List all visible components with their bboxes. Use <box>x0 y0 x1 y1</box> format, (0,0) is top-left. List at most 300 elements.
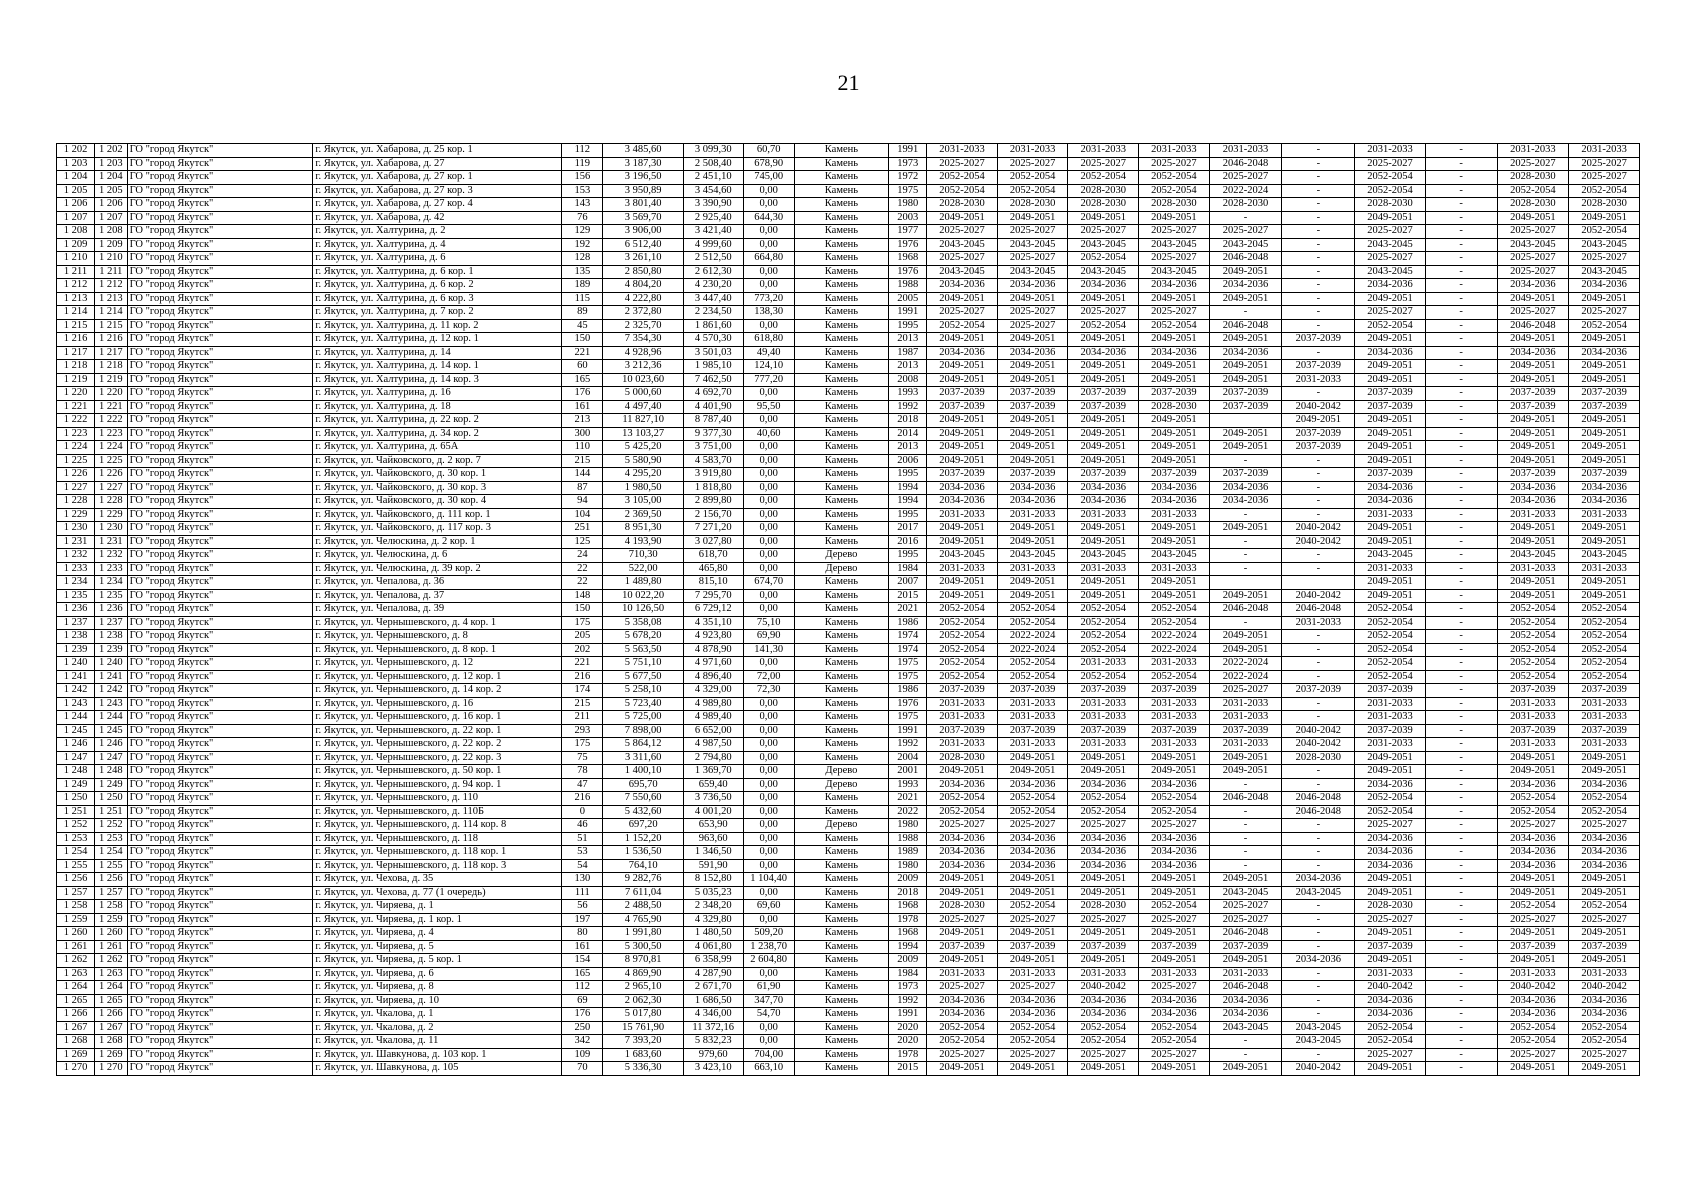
wall-material-cell: Камень <box>794 535 889 549</box>
term-6-cell: - <box>1282 643 1355 657</box>
house-number-cell: 1 202 <box>95 144 128 158</box>
non-living-area-cell: 0,00 <box>743 198 794 212</box>
non-living-area-cell: 0,00 <box>743 657 794 671</box>
term-6-cell: - <box>1282 468 1355 482</box>
build-year-cell: 2016 <box>889 535 927 549</box>
row-number-cell: 1 203 <box>57 157 95 171</box>
term-3-cell: 2037-2039 <box>1068 684 1139 698</box>
term-7-cell: 2052-2054 <box>1355 184 1426 198</box>
address-cell: г. Якутск, ул. Хабарова, д. 25 кор. 1 <box>313 144 562 158</box>
term-10-cell: 2049-2051 <box>1569 292 1640 306</box>
build-year-cell: 1995 <box>889 319 927 333</box>
wall-material-cell: Камень <box>794 306 889 320</box>
residents-cell: 165 <box>562 967 603 981</box>
term-5-cell: - <box>1209 832 1282 846</box>
term-4-cell: 2052-2054 <box>1139 184 1210 198</box>
term-9-cell: 2025-2027 <box>1497 252 1569 266</box>
non-living-area-cell: 138,30 <box>743 306 794 320</box>
build-year-cell: 1988 <box>889 832 927 846</box>
living-area-cell: 4 987,50 <box>683 738 743 752</box>
term-4-cell: 2043-2045 <box>1139 549 1210 563</box>
build-year-cell: 1995 <box>889 508 927 522</box>
build-year-cell: 2013 <box>889 441 927 455</box>
term-10-cell: 2049-2051 <box>1569 333 1640 347</box>
municipality-cell: ГО "город Якутск" <box>127 157 313 171</box>
term-9-cell: 2034-2036 <box>1497 832 1569 846</box>
term-1-cell: 2034-2036 <box>927 346 998 360</box>
table-row <box>57 211 1640 225</box>
term-9-cell: 2031-2033 <box>1497 144 1569 158</box>
term-7-cell: 2049-2051 <box>1355 211 1426 225</box>
municipality-cell: ГО "город Якутск" <box>127 454 313 468</box>
term-4-cell: 2049-2051 <box>1139 414 1210 428</box>
term-5-cell: 2049-2051 <box>1209 630 1282 644</box>
build-year-cell: 1992 <box>889 400 927 414</box>
build-year-cell: 1994 <box>889 940 927 954</box>
table-row <box>57 441 1640 455</box>
municipality-cell: ГО "город Якутск" <box>127 711 313 725</box>
wall-material-cell: Камень <box>794 319 889 333</box>
term-3-cell: 2034-2036 <box>1068 832 1139 846</box>
municipality-cell: ГО "город Якутск" <box>127 1035 313 1049</box>
living-area-cell: 5 035,23 <box>683 886 743 900</box>
house-number-cell: 1 260 <box>95 927 128 941</box>
total-area-cell: 3 801,40 <box>603 198 683 212</box>
term-8-cell: - <box>1425 873 1497 887</box>
house-number-cell: 1 232 <box>95 549 128 563</box>
term-4-cell: 2034-2036 <box>1139 994 1210 1008</box>
term-4-cell: 2034-2036 <box>1139 859 1210 873</box>
living-area-cell: 1 861,60 <box>683 319 743 333</box>
non-living-area-cell: 0,00 <box>743 279 794 293</box>
living-area-cell: 653,90 <box>683 819 743 833</box>
term-10-cell: 2052-2054 <box>1569 630 1640 644</box>
term-10-cell: 2049-2051 <box>1569 1062 1640 1076</box>
term-4-cell: 2052-2054 <box>1139 900 1210 914</box>
residents-cell: 216 <box>562 670 603 684</box>
term-4-cell: 2049-2051 <box>1139 751 1210 765</box>
address-cell: г. Якутск, ул. Чернышевского, д. 110Б <box>313 805 562 819</box>
residents-cell: 125 <box>562 535 603 549</box>
term-3-cell: 2049-2051 <box>1068 360 1139 374</box>
house-number-cell: 1 208 <box>95 225 128 239</box>
term-6-cell: 2031-2033 <box>1282 616 1355 630</box>
row-number-cell: 1 241 <box>57 670 95 684</box>
residents-cell: 174 <box>562 684 603 698</box>
wall-material-cell: Камень <box>794 994 889 1008</box>
term-8-cell: - <box>1425 333 1497 347</box>
total-area-cell: 2 372,80 <box>603 306 683 320</box>
term-3-cell: 2034-2036 <box>1068 346 1139 360</box>
term-8-cell: - <box>1425 225 1497 239</box>
municipality-cell: ГО "город Якутск" <box>127 171 313 185</box>
term-6-cell: - <box>1282 630 1355 644</box>
wall-material-cell: Камень <box>794 792 889 806</box>
term-2-cell: 2052-2054 <box>997 657 1068 671</box>
residents-cell: 215 <box>562 454 603 468</box>
house-number-cell: 1 225 <box>95 454 128 468</box>
municipality-cell: ГО "город Якутск" <box>127 684 313 698</box>
term-10-cell: 2049-2051 <box>1569 873 1640 887</box>
house-number-cell: 1 245 <box>95 724 128 738</box>
term-1-cell: 2049-2051 <box>927 441 998 455</box>
row-number-cell: 1 208 <box>57 225 95 239</box>
house-number-cell: 1 241 <box>95 670 128 684</box>
term-5-cell: 2049-2051 <box>1209 427 1282 441</box>
term-9-cell: 2052-2054 <box>1497 616 1569 630</box>
term-4-cell: 2049-2051 <box>1139 589 1210 603</box>
term-8-cell: - <box>1425 576 1497 590</box>
living-area-cell: 4 971,60 <box>683 657 743 671</box>
term-1-cell: 2028-2030 <box>927 198 998 212</box>
term-2-cell: 2052-2054 <box>997 184 1068 198</box>
term-10-cell: 2037-2039 <box>1569 940 1640 954</box>
term-6-cell: - <box>1282 1048 1355 1062</box>
term-1-cell: 2034-2036 <box>927 859 998 873</box>
address-cell: г. Якутск, ул. Халтурина, д. 6 <box>313 252 562 266</box>
house-number-cell: 1 230 <box>95 522 128 536</box>
row-number-cell: 1 268 <box>57 1035 95 1049</box>
address-cell: г. Якутск, ул. Шавкунова, д. 103 кор. 1 <box>313 1048 562 1062</box>
total-area-cell: 4 804,20 <box>603 279 683 293</box>
residents-cell: 156 <box>562 171 603 185</box>
total-area-cell: 2 325,70 <box>603 319 683 333</box>
term-10-cell: 2052-2054 <box>1569 225 1640 239</box>
term-1-cell: 2049-2051 <box>927 765 998 779</box>
term-8-cell: - <box>1425 306 1497 320</box>
residents-cell: 87 <box>562 481 603 495</box>
total-area-cell: 10 023,60 <box>603 373 683 387</box>
term-2-cell: 2037-2039 <box>997 940 1068 954</box>
term-4-cell: 2049-2051 <box>1139 535 1210 549</box>
table-row <box>57 198 1640 212</box>
term-2-cell: 2049-2051 <box>997 522 1068 536</box>
wall-material-cell: Дерево <box>794 562 889 576</box>
term-9-cell: 2025-2027 <box>1497 819 1569 833</box>
term-3-cell: 2025-2027 <box>1068 225 1139 239</box>
total-area-cell: 1 489,80 <box>603 576 683 590</box>
term-5-cell: 2046-2048 <box>1209 252 1282 266</box>
term-4-cell: 2028-2030 <box>1139 400 1210 414</box>
non-living-area-cell: 0,00 <box>743 549 794 563</box>
build-year-cell: 2009 <box>889 954 927 968</box>
term-9-cell: 2049-2051 <box>1497 441 1569 455</box>
term-8-cell: - <box>1425 238 1497 252</box>
term-6-cell: - <box>1282 711 1355 725</box>
house-number-cell: 1 215 <box>95 319 128 333</box>
term-2-cell: 2049-2051 <box>997 765 1068 779</box>
wall-material-cell: Дерево <box>794 765 889 779</box>
term-5-cell: 2049-2051 <box>1209 360 1282 374</box>
row-number-cell: 1 206 <box>57 198 95 212</box>
address-cell: г. Якутск, ул. Хабарова, д. 27 кор. 1 <box>313 171 562 185</box>
term-7-cell: 2034-2036 <box>1355 495 1426 509</box>
term-6-cell: - <box>1282 562 1355 576</box>
term-9-cell: 2046-2048 <box>1497 319 1569 333</box>
total-area-cell: 3 485,60 <box>603 144 683 158</box>
term-10-cell: 2034-2036 <box>1569 481 1640 495</box>
row-number-cell: 1 216 <box>57 333 95 347</box>
address-cell: г. Якутск, ул. Халтурина, д. 6 кор. 1 <box>313 265 562 279</box>
municipality-cell: ГО "город Якутск" <box>127 1008 313 1022</box>
term-1-cell: 2052-2054 <box>927 1021 998 1035</box>
term-6-cell: - <box>1282 819 1355 833</box>
wall-material-cell: Камень <box>794 873 889 887</box>
municipality-cell: ГО "город Якутск" <box>127 1021 313 1035</box>
term-1-cell: 2052-2054 <box>927 171 998 185</box>
term-7-cell: 2049-2051 <box>1355 441 1426 455</box>
term-2-cell: 2037-2039 <box>997 387 1068 401</box>
term-8-cell: - <box>1425 144 1497 158</box>
term-10-cell: 2043-2045 <box>1569 265 1640 279</box>
table-row <box>57 819 1640 833</box>
non-living-area-cell: 75,10 <box>743 616 794 630</box>
term-4-cell: 2028-2030 <box>1139 198 1210 212</box>
term-7-cell: 2052-2054 <box>1355 1021 1426 1035</box>
term-2-cell: 2049-2051 <box>997 927 1068 941</box>
term-3-cell: 2031-2033 <box>1068 697 1139 711</box>
term-9-cell: 2049-2051 <box>1497 751 1569 765</box>
term-7-cell: 2049-2051 <box>1355 751 1426 765</box>
residents-cell: 70 <box>562 1062 603 1076</box>
municipality-cell: ГО "город Якутск" <box>127 913 313 927</box>
term-7-cell: 2037-2039 <box>1355 400 1426 414</box>
term-10-cell: 2031-2033 <box>1569 738 1640 752</box>
term-3-cell: 2052-2054 <box>1068 1021 1139 1035</box>
term-3-cell: 2049-2051 <box>1068 873 1139 887</box>
term-1-cell: 2049-2051 <box>927 522 998 536</box>
house-number-cell: 1 257 <box>95 886 128 900</box>
total-area-cell: 1 980,50 <box>603 481 683 495</box>
municipality-cell: ГО "город Якутск" <box>127 441 313 455</box>
term-5-cell: 2049-2051 <box>1209 441 1282 455</box>
non-living-area-cell: 745,00 <box>743 171 794 185</box>
living-area-cell: 3 390,90 <box>683 198 743 212</box>
municipality-cell: ГО "город Якутск" <box>127 967 313 981</box>
term-6-cell: 2046-2048 <box>1282 792 1355 806</box>
build-year-cell: 1973 <box>889 157 927 171</box>
total-area-cell: 3 569,70 <box>603 211 683 225</box>
term-2-cell: 2049-2051 <box>997 1062 1068 1076</box>
wall-material-cell: Дерево <box>794 549 889 563</box>
term-8-cell: - <box>1425 940 1497 954</box>
term-10-cell: 2049-2051 <box>1569 211 1640 225</box>
term-3-cell: 2034-2036 <box>1068 1008 1139 1022</box>
total-area-cell: 2 488,50 <box>603 900 683 914</box>
wall-material-cell: Дерево <box>794 819 889 833</box>
term-5-cell: 2046-2048 <box>1209 319 1282 333</box>
term-8-cell: - <box>1425 1062 1497 1076</box>
term-4-cell: 2052-2054 <box>1139 805 1210 819</box>
residents-cell: 115 <box>562 292 603 306</box>
row-number-cell: 1 242 <box>57 684 95 698</box>
total-area-cell: 4 497,40 <box>603 400 683 414</box>
term-5-cell: 2043-2045 <box>1209 886 1282 900</box>
term-6-cell: 2046-2048 <box>1282 603 1355 617</box>
living-area-cell: 4 692,70 <box>683 387 743 401</box>
build-year-cell: 1976 <box>889 697 927 711</box>
non-living-area-cell: 777,20 <box>743 373 794 387</box>
term-2-cell: 2025-2027 <box>997 252 1068 266</box>
term-10-cell: 2052-2054 <box>1569 643 1640 657</box>
living-area-cell: 7 295,70 <box>683 589 743 603</box>
build-year-cell: 1968 <box>889 927 927 941</box>
total-area-cell: 4 928,96 <box>603 346 683 360</box>
term-6-cell: - <box>1282 859 1355 873</box>
term-3-cell: 2049-2051 <box>1068 441 1139 455</box>
address-cell: г. Якутск, ул. Чайковского, д. 111 кор. 1 <box>313 508 562 522</box>
term-8-cell: - <box>1425 427 1497 441</box>
term-8-cell: - <box>1425 171 1497 185</box>
house-number-cell: 1 247 <box>95 751 128 765</box>
wall-material-cell: Камень <box>794 495 889 509</box>
term-10-cell: 2034-2036 <box>1569 859 1640 873</box>
term-3-cell: 2049-2051 <box>1068 522 1139 536</box>
build-year-cell: 2014 <box>889 427 927 441</box>
total-area-cell: 8 951,30 <box>603 522 683 536</box>
living-area-cell: 6 358,99 <box>683 954 743 968</box>
address-cell: г. Якутск, ул. Чернышевского, д. 50 кор. 1 <box>313 765 562 779</box>
term-5-cell: 2037-2039 <box>1209 400 1282 414</box>
term-3-cell: 2049-2051 <box>1068 211 1139 225</box>
term-4-cell: 2025-2027 <box>1139 913 1210 927</box>
address-cell: г. Якутск, ул. Чиряева, д. 4 <box>313 927 562 941</box>
term-2-cell: 2022-2024 <box>997 630 1068 644</box>
living-area-cell: 4 001,20 <box>683 805 743 819</box>
total-area-cell: 697,20 <box>603 819 683 833</box>
address-cell: г. Якутск, ул. Халтурина, д. 18 <box>313 400 562 414</box>
term-3-cell: 2025-2027 <box>1068 1048 1139 1062</box>
term-10-cell: 2049-2051 <box>1569 576 1640 590</box>
build-year-cell: 1976 <box>889 238 927 252</box>
term-4-cell: 2049-2051 <box>1139 454 1210 468</box>
non-living-area-cell: 0,00 <box>743 765 794 779</box>
house-number-cell: 1 206 <box>95 198 128 212</box>
term-6-cell: - <box>1282 765 1355 779</box>
term-1-cell: 2052-2054 <box>927 657 998 671</box>
living-area-cell: 2 671,70 <box>683 981 743 995</box>
residents-cell: 143 <box>562 198 603 212</box>
house-number-cell: 1 252 <box>95 819 128 833</box>
term-8-cell: - <box>1425 265 1497 279</box>
term-4-cell: 2049-2051 <box>1139 211 1210 225</box>
living-area-cell: 3 736,50 <box>683 792 743 806</box>
row-number-cell: 1 243 <box>57 697 95 711</box>
term-6-cell: - <box>1282 292 1355 306</box>
term-3-cell: 2028-2030 <box>1068 900 1139 914</box>
table-row <box>57 1035 1640 1049</box>
term-1-cell: 2031-2033 <box>927 967 998 981</box>
residents-cell: 45 <box>562 319 603 333</box>
row-number-cell: 1 257 <box>57 886 95 900</box>
wall-material-cell: Камень <box>794 886 889 900</box>
living-area-cell: 815,10 <box>683 576 743 590</box>
table-row <box>57 927 1640 941</box>
table-row <box>57 225 1640 239</box>
residents-cell: 197 <box>562 913 603 927</box>
wall-material-cell: Камень <box>794 225 889 239</box>
term-4-cell: 2034-2036 <box>1139 778 1210 792</box>
term-6-cell: - <box>1282 508 1355 522</box>
row-number-cell: 1 215 <box>57 319 95 333</box>
address-cell: г. Якутск, ул. Чернышевского, д. 114 кор. 8 <box>313 819 562 833</box>
term-10-cell: 2049-2051 <box>1569 589 1640 603</box>
build-year-cell: 2021 <box>889 792 927 806</box>
address-cell: г. Якутск, ул. Чепалова, д. 39 <box>313 603 562 617</box>
address-cell: г. Якутск, ул. Чернышевского, д. 118 <box>313 832 562 846</box>
municipality-cell: ГО "город Якутск" <box>127 630 313 644</box>
term-2-cell: 2049-2051 <box>997 873 1068 887</box>
build-year-cell: 2020 <box>889 1035 927 1049</box>
row-number-cell: 1 252 <box>57 819 95 833</box>
term-8-cell: - <box>1425 346 1497 360</box>
term-6-cell: - <box>1282 171 1355 185</box>
term-5-cell: 2049-2051 <box>1209 333 1282 347</box>
municipality-cell: ГО "город Якутск" <box>127 819 313 833</box>
non-living-area-cell: 60,70 <box>743 144 794 158</box>
address-cell: г. Якутск, ул. Чайковского, д. 30 кор. 3 <box>313 481 562 495</box>
house-number-cell: 1 242 <box>95 684 128 698</box>
term-1-cell: 2025-2027 <box>927 1048 998 1062</box>
term-3-cell: 2025-2027 <box>1068 913 1139 927</box>
term-1-cell: 2049-2051 <box>927 589 998 603</box>
term-1-cell: 2052-2054 <box>927 184 998 198</box>
term-6-cell: - <box>1282 454 1355 468</box>
row-number-cell: 1 265 <box>57 994 95 1008</box>
house-number-cell: 1 211 <box>95 265 128 279</box>
term-4-cell: 2049-2051 <box>1139 927 1210 941</box>
residents-cell: 69 <box>562 994 603 1008</box>
row-number-cell: 1 209 <box>57 238 95 252</box>
table-row <box>57 792 1640 806</box>
total-area-cell: 1 400,10 <box>603 765 683 779</box>
table-row <box>57 319 1640 333</box>
wall-material-cell: Камень <box>794 171 889 185</box>
house-number-cell: 1 228 <box>95 495 128 509</box>
term-4-cell: 2049-2051 <box>1139 427 1210 441</box>
term-9-cell: 2049-2051 <box>1497 292 1569 306</box>
term-4-cell: 2049-2051 <box>1139 441 1210 455</box>
term-6-cell: 2028-2030 <box>1282 751 1355 765</box>
house-number-cell: 1 207 <box>95 211 128 225</box>
term-9-cell: 2049-2051 <box>1497 373 1569 387</box>
term-1-cell: 2049-2051 <box>927 954 998 968</box>
non-living-area-cell: 0,00 <box>743 481 794 495</box>
total-area-cell: 10 126,50 <box>603 603 683 617</box>
term-7-cell: 2049-2051 <box>1355 589 1426 603</box>
residents-cell: 144 <box>562 468 603 482</box>
non-living-area-cell: 674,70 <box>743 576 794 590</box>
build-year-cell: 1993 <box>889 387 927 401</box>
residents-cell: 192 <box>562 238 603 252</box>
term-4-cell: 2031-2033 <box>1139 508 1210 522</box>
term-4-cell: 2049-2051 <box>1139 873 1210 887</box>
page-number: 21 <box>837 70 860 95</box>
row-number-cell: 1 236 <box>57 603 95 617</box>
address-cell: г. Якутск, ул. Чехова, д. 35 <box>313 873 562 887</box>
term-1-cell: 2028-2030 <box>927 900 998 914</box>
term-5-cell: 2037-2039 <box>1209 387 1282 401</box>
municipality-cell: ГО "город Якутск" <box>127 589 313 603</box>
term-2-cell: 2043-2045 <box>997 265 1068 279</box>
term-3-cell: 2040-2042 <box>1068 981 1139 995</box>
living-area-cell: 8 787,40 <box>683 414 743 428</box>
municipality-cell: ГО "город Якутск" <box>127 886 313 900</box>
municipality-cell: ГО "город Якутск" <box>127 495 313 509</box>
row-number-cell: 1 269 <box>57 1048 95 1062</box>
municipality-cell: ГО "город Якутск" <box>127 346 313 360</box>
term-5-cell: 2046-2048 <box>1209 792 1282 806</box>
